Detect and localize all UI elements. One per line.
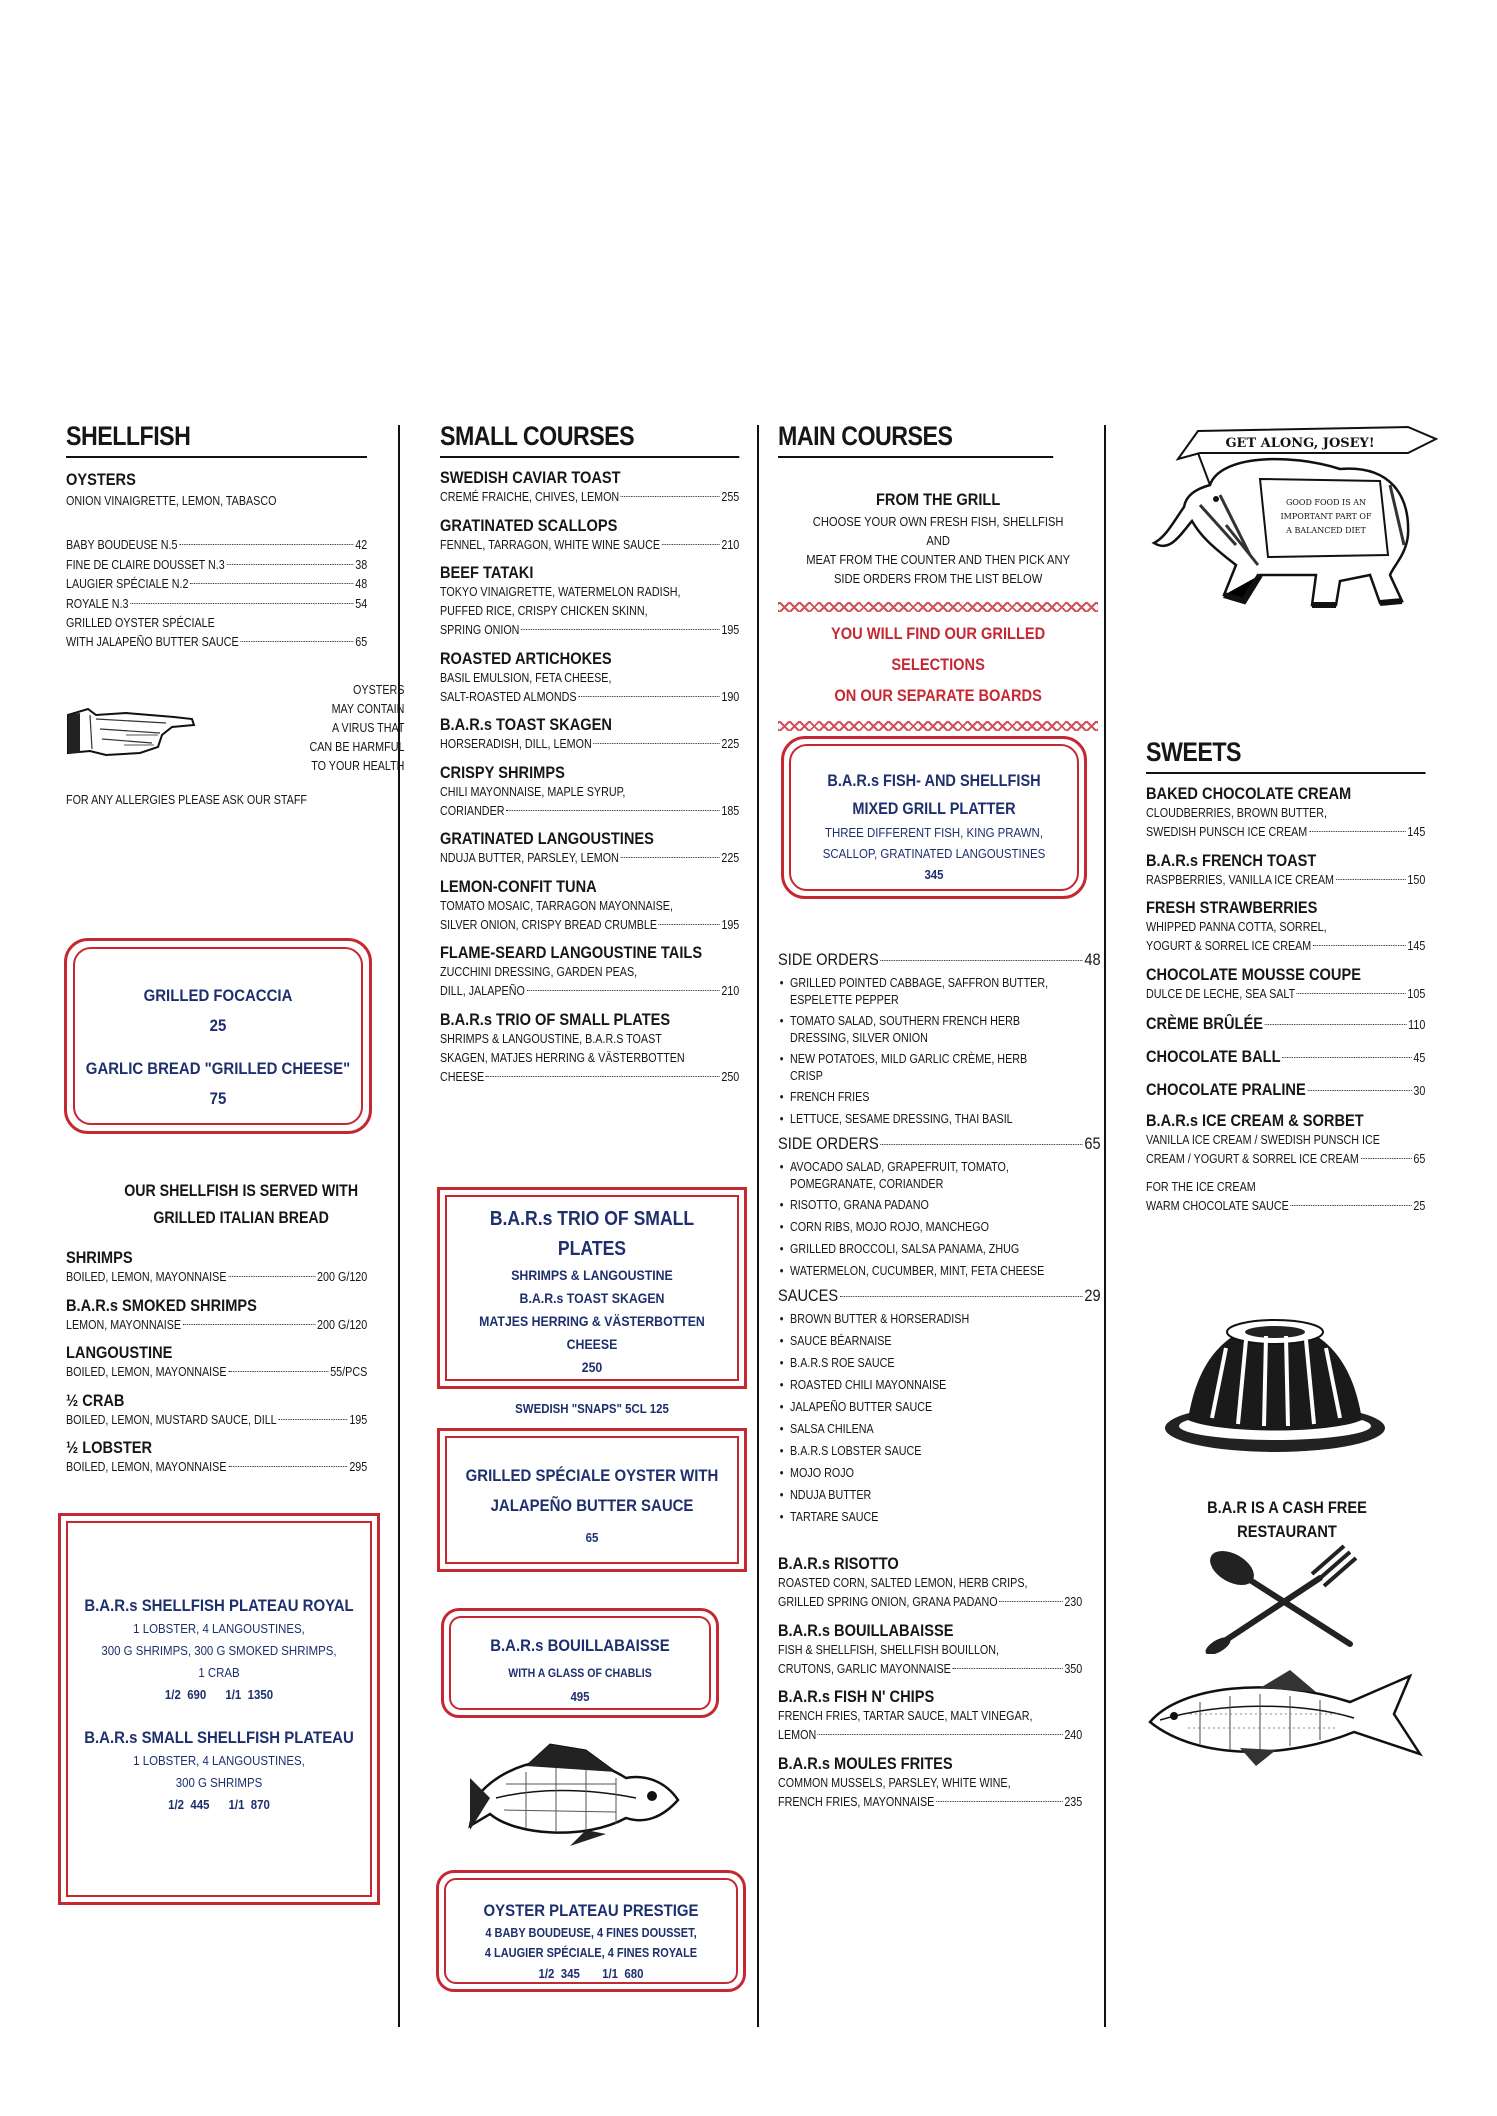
menu-item-desc: ZUCCHINI DRESSING, GARDEN PEAS, — [440, 965, 638, 979]
price-row: CRUTONS, GARLIC MAYONNAISE 350 — [778, 1661, 1083, 1676]
oysters-heading: OYSTERS — [66, 470, 136, 489]
ice-cream-addon: FOR THE ICE CREAM WARM CHOCOLATE SAUCE 25 — [1146, 1179, 1426, 1213]
sauces-row: SAUCES 29 — [778, 1286, 1101, 1305]
menu-item — [440, 943, 740, 1002]
pointing-hand-icon — [66, 695, 198, 765]
price-row: RASPBERRIES, VANILLA ICE CREAM 150 — [1146, 872, 1426, 887]
price-row: BABY BOUDEUSE N.5 42 — [66, 538, 368, 552]
bouillabaisse-price: 495 — [570, 1689, 590, 1704]
list-item: • SAUCE BÉARNAISE — [778, 1330, 1040, 1352]
list-item: • CORN RIBS, MOJO ROJO, MANCHEGO — [778, 1216, 1040, 1238]
shellfish-column — [66, 420, 404, 810]
prestige-box: OYSTER PLATEAU PRESTIGE 4 BABY BOUDEUSE, 4 FINES DOUSSET, 4 LAUGIER SPÉCIALE, 4 FINES ROYALE 1/2 345 1/1 680 — [436, 1870, 746, 1992]
list-item: • TOMATO SALAD, SOUTHERN FRENCH HERB — [778, 1010, 1040, 1032]
garlic-bread-label: GARLIC BREAD "GRILLED CHEESE" — [85, 1059, 351, 1078]
fish-engraving-icon — [466, 1738, 686, 1848]
menu-item-desc: PUFFED RICE, CRISPY CHICKEN SKINN, — [440, 604, 648, 618]
cash-free-note: B.A.R IS A CASH FREE RESTAURANT — [1207, 1498, 1367, 1541]
menu-item — [440, 649, 740, 708]
list-item: • GRILLED BROCCOLI, SALSA PANAMA, ZHUG — [778, 1238, 1040, 1260]
menu-item — [440, 1010, 740, 1088]
menu-item-desc: SKAGEN, MATJES HERRING & VÄSTERBOTTEN — [440, 1050, 685, 1065]
list-item: • MOJO ROJO — [778, 1462, 1040, 1484]
price-row: GRILLED SPRING ONION, GRANA PADANO 230 — [778, 1595, 1083, 1609]
list-item: • BROWN BUTTER & HORSERADISH — [778, 1308, 1040, 1330]
menu-item-name: GRATINATED LANGOUSTINES — [440, 829, 654, 848]
menu-item-desc: WHIPPED PANNA COTTA, SORREL, — [1146, 920, 1327, 934]
menu-item-name: CRISPY SHRIMPS — [440, 762, 565, 782]
small-courses-list — [440, 468, 740, 1087]
menu-item — [440, 763, 740, 822]
list-item: • NDUJA BUTTER — [778, 1484, 1040, 1506]
menu-item-name: B.A.R.s FISH N' CHIPS — [778, 1687, 935, 1706]
price-row: BOILED, LEMON, MUSTARD SAUCE, DILL 195 — [66, 1412, 368, 1427]
menu-item-name: BEEF TATAKI — [440, 563, 534, 582]
price-row: NDUJA BUTTER, PARSLEY, LEMON 225 — [440, 851, 740, 865]
price-row: SALT-ROASTED ALMONDS 190 — [440, 689, 740, 704]
list-item: • B.A.R.S ROE SAUCE — [778, 1352, 1040, 1374]
price-row: BOILED, LEMON, MAYONNAISE 200 G/120 — [66, 1270, 368, 1284]
menu-item-name: FLAME-SEARD LANGOUSTINE TAILS — [440, 943, 703, 962]
list-item: • SALSA CHILENA — [778, 1418, 1040, 1440]
column-divider — [757, 425, 759, 2027]
bread-box — [64, 938, 372, 1134]
plateau-royal-prices: 1/2 690 1/1 1350 — [164, 1687, 274, 1702]
plateau-royal-title: B.A.R.s SHELLFISH PLATEAU ROYAL — [84, 1596, 354, 1615]
list-item: ESPELETTE PEPPER — [790, 993, 899, 1007]
list-item: • RISOTTO, GRANA PADANO — [778, 1194, 1040, 1216]
price-row: CORIANDER 185 — [440, 803, 740, 818]
menu-item-desc: CHILI MAYONNAISE, MAPLE SYRUP, — [440, 784, 626, 799]
grilled-oyster-row — [66, 633, 367, 653]
menu-item — [1146, 898, 1426, 957]
jelly-mould-icon — [1160, 1308, 1390, 1458]
menu-item-desc: TOKYO VINAIGRETTE, WATERMELON RADISH, — [440, 585, 681, 599]
fork-spoon-icon — [1200, 1544, 1370, 1654]
list-item: DRESSING, SILVER ONION — [790, 1031, 928, 1045]
shellfish-items — [66, 1178, 368, 1486]
menu-item-desc: ROASTED CORN, SALTED LEMON, HERB CRIPS, — [778, 1576, 1028, 1590]
menu-item-name: GRATINATED SCALLOPS — [440, 515, 618, 535]
price-row: LEMON 240 — [778, 1728, 1083, 1742]
oyster-list — [66, 536, 368, 614]
list-item: • LETTUCE, SESAME DRESSING, THAI BASIL — [778, 1108, 1040, 1130]
menu-item-desc: SHRIMPS & LANGOUSTINE, B.A.R.S TOAST — [440, 1031, 662, 1046]
grilled-oyster-desc: WITH JALAPEÑO BUTTER SAUCE — [66, 635, 239, 649]
menu-item — [440, 829, 740, 869]
menu-item-name: B.A.R.s TOAST SKAGEN — [440, 715, 612, 734]
price-row: HORSERADISH, DILL, LEMON 225 — [440, 737, 740, 751]
price-row: FINE DE CLAIRE DOUSSET N.3 38 — [66, 557, 368, 572]
menu-item-desc: FRENCH FRIES, TARTAR SAUCE, MALT VINEGAR, — [778, 1709, 1033, 1723]
price-row: BOILED, LEMON, MAYONNAISE 55/PCS — [66, 1365, 368, 1379]
menu-item-name: B.A.R.s BOUILLABAISSE — [778, 1620, 954, 1640]
menu-item: ½ LOBSTER BOILED, LEMON, MAYONNAISE 295 — [66, 1438, 368, 1478]
price-row: LAUGIER SPÉCIALE N.2 48 — [66, 577, 368, 591]
trio-box-title: B.A.R.s TRIO OF SMALL PLATES — [489, 1208, 695, 1260]
grilled-oyster-name: GRILLED OYSTER SPÉCIALE — [66, 616, 215, 630]
allergy-note: FOR ANY ALLERGIES PLEASE ASK OUR STAFF — [66, 792, 307, 807]
price-row: BOILED, LEMON, MAYONNAISE 295 — [66, 1460, 368, 1474]
menu-item — [1146, 851, 1426, 891]
served-note: OUR SHELLFISH IS SERVED WITH GRILLED ITALIAN BREAD — [124, 1182, 359, 1227]
elephant-engraving-icon — [1140, 425, 1440, 625]
menu-item: SHRIMPS BOILED, LEMON, MAYONNAISE 200 G/120 — [66, 1248, 368, 1288]
menu-item-desc: COMMON MUSSELS, PARSLEY, WHITE WINE, — [778, 1775, 1011, 1790]
menu-item: CHOCOLATE PRALINE 30 — [1146, 1080, 1426, 1099]
menu-item-name: BAKED CHOCOLATE CREAM — [1146, 784, 1352, 803]
oyster-special-box: GRILLED SPÉCIALE OYSTER WITH JALAPEÑO BUTTER SAUCE 65 — [437, 1428, 747, 1572]
grill-platter-box: B.A.R.s FISH- AND SHELLFISH MIXED GRILL PLATTER THREE DIFFERENT FISH, KING PRAWN, SCALLOP, GRATINATED LANGOUSTINES 345 — [781, 736, 1087, 899]
oyster-warning — [66, 681, 404, 781]
grill-platter-price: 345 — [924, 867, 944, 882]
svg-text:IMPORTANT PART OF: IMPORTANT PART OF — [1280, 512, 1372, 521]
menu-item — [778, 1687, 1083, 1746]
menu-item-name: B.A.R.s RISOTTO — [778, 1554, 899, 1573]
boards-note: YOU WILL FIND OUR GRILLED SELECTIONS ON OUR SEPARATE BOARDS — [831, 624, 1046, 705]
plateau-small-title: B.A.R.s SMALL SHELLFISH PLATEAU — [84, 1728, 354, 1747]
warning-text: OYSTERS MAY CONTAIN A VIRUS THAT CAN BE HARMFUL TO YOUR HEALTH — [309, 682, 404, 773]
menu-item-name: ROASTED ARTICHOKES — [440, 648, 612, 668]
menu-item — [440, 516, 740, 556]
price-row: CREMÉ FRAICHE, CHIVES, LEMON 255 — [440, 490, 740, 504]
focaccia-price: 25 — [209, 1016, 227, 1035]
plateau-small-prices: 1/2 445 1/1 870 — [168, 1797, 270, 1812]
menu-item — [1146, 784, 1426, 843]
menu-item-name: LEMON-CONFIT TUNA — [440, 876, 597, 896]
menu-item-name: CHOCOLATE MOUSSE COUPE — [1146, 964, 1361, 984]
menu-item-name: SWEDISH CAVIAR TOAST — [440, 468, 621, 487]
menu-item: B.A.R.s SMOKED SHRIMPS LEMON, MAYONNAISE 200 G/120 — [66, 1296, 368, 1336]
grill-info: FROM THE GRILL CHOOSE YOUR OWN FRESH FISH, SHELLFISH AND MEAT FROM THE COUNTER AND THEN PICK ANY SIDE ORDERS FROM THE LIST BELOW — [806, 490, 1071, 586]
menu-item — [778, 1621, 1083, 1680]
small-courses-column — [440, 420, 740, 1095]
menu-item — [440, 715, 740, 755]
list-item: • GRILLED POINTED CABBAGE, SAFFRON BUTTER, — [778, 972, 1040, 994]
list-item: • AVOCADO SALAD, GRAPEFRUIT, TOMATO, — [778, 1156, 1040, 1178]
price-row: SWEDISH PUNSCH ICE CREAM 145 — [1146, 825, 1426, 839]
list-item: • NEW POTATOES, MILD GARLIC CRÈME, HERB — [778, 1048, 1040, 1070]
wave-divider — [778, 602, 1098, 612]
main-courses-title: MAIN COURSES — [778, 420, 1053, 458]
grilled-oyster-price: 65 — [355, 635, 368, 649]
menu-item: ½ CRAB BOILED, LEMON, MUSTARD SAUCE, DILL 195 — [66, 1391, 368, 1431]
column-divider — [1104, 425, 1106, 2027]
price-row: FRENCH FRIES, MAYONNAISE 235 — [778, 1794, 1083, 1809]
price-row: DILL, JALAPEÑO 210 — [440, 984, 740, 998]
menu-item-name: B.A.R.s MOULES FRITES — [778, 1753, 953, 1773]
snaps-note: SWEDISH "SNAPS" 5CL 125 — [515, 1401, 669, 1416]
side-orders-list — [778, 1156, 1083, 1282]
main-courses-list — [778, 1554, 1083, 1812]
salmon-engraving-icon — [1140, 1662, 1440, 1772]
price-row: DULCE DE LECHE, SEA SALT 105 — [1146, 986, 1426, 1001]
price-row: YOGURT & SORREL ICE CREAM 145 — [1146, 939, 1426, 953]
sweets-title: SWEETS — [1146, 736, 1425, 774]
menu-item-name: B.A.R.s TRIO OF SMALL PLATES — [440, 1009, 671, 1029]
banner-text: GET ALONG, JOSEY! — [1225, 436, 1375, 451]
bouillabaisse-box: B.A.R.s BOUILLABAISSE WITH A GLASS OF CHABLIS 495 — [441, 1608, 719, 1718]
plateau-box: B.A.R.s SHELLFISH PLATEAU ROYAL 1 LOBSTER, 4 LANGOUSTINES, 300 G SHRIMPS, 300 G SMOKED SHRIMPS, 1 CRAB 1/2 690 1/1 1350 B.A.R.s SMALL SHELLFISH PLATEAU 1 LOBSTER, 4 LANGOUSTINES, 300 G SHRIMPS 1/2 445 1/1 870 — [58, 1513, 380, 1905]
menu-item-desc: FISH & SHELLFISH, SHELLFISH BOUILLON, — [778, 1642, 1000, 1657]
oyster-special-price: 65 — [585, 1530, 599, 1545]
list-item: • JALAPEÑO BUTTER SAUCE — [778, 1396, 1040, 1418]
price-row: SILVER ONION, CRISPY BREAD CRUMBLE 195 — [440, 917, 740, 932]
wave-divider — [778, 721, 1098, 731]
menu-item-name: FRESH STRAWBERRIES — [1146, 898, 1318, 917]
price-row: ROYALE N.3 54 — [66, 596, 368, 611]
sweets-list — [1146, 784, 1426, 1004]
ice-cream-item: B.A.R.s ICE CREAM & SORBET VANILLA ICE CREAM / SWEDISH PUNSCH ICE CREAM / YOGURT & SORREL ICE CREAM 65 — [1146, 1111, 1426, 1166]
menu-item — [440, 877, 740, 936]
side-orders-48: SIDE ORDERS 48 — [778, 950, 1101, 969]
menu-item: LANGOUSTINE BOILED, LEMON, MAYONNAISE 55/PCS — [66, 1343, 368, 1383]
svg-text:GOOD FOOD IS AN: GOOD FOOD IS AN — [1285, 498, 1367, 507]
menu-item — [778, 1754, 1083, 1813]
list-item: POMEGRANATE, CORIANDER — [790, 1177, 944, 1191]
side-orders-list — [778, 972, 1083, 1130]
sides-and-mains — [778, 948, 1101, 1820]
trio-box: B.A.R.s TRIO OF SMALL PLATES SHRIMPS & LANGOUSTINE B.A.R.s TOAST SKAGEN MATJES HERRING & VÄSTERBOTTEN CHEESE 250 SWEDISH "SNAPS" 5CL 125 — [437, 1187, 747, 1389]
focaccia-label: GRILLED FOCACCIA — [143, 986, 293, 1005]
menu-item-name: B.A.R.s FRENCH TOAST — [1146, 850, 1317, 870]
main-courses-column — [778, 420, 1083, 731]
prestige-prices: 1/2 345 1/1 680 — [538, 1966, 644, 1981]
garlic-bread-price: 75 — [209, 1089, 227, 1108]
sauces-list — [778, 1308, 1083, 1528]
price-row: LEMON, MAYONNAISE 200 G/120 — [66, 1317, 368, 1332]
small-courses-title: SMALL COURSES — [440, 420, 739, 458]
menu-item: CHOCOLATE BALL 45 — [1146, 1047, 1426, 1066]
list-item: • ROASTED CHILI MAYONNAISE — [778, 1374, 1040, 1396]
price-row: SPRING ONION 195 — [440, 623, 740, 637]
shellfish-list — [66, 1248, 368, 1478]
list-item: • WATERMELON, CUCUMBER, MINT, FETA CHEESE — [778, 1260, 1040, 1282]
sweets-column — [1146, 736, 1426, 1224]
menu-item — [778, 1554, 1083, 1613]
list-item: • B.A.R.S LOBSTER SAUCE — [778, 1440, 1040, 1462]
list-item: CRISP — [790, 1069, 823, 1083]
list-item: • FRENCH FRIES — [778, 1086, 1040, 1108]
menu-item-desc: BASIL EMULSION, FETA CHEESE, — [440, 670, 612, 685]
sweets-simple-list — [1146, 1012, 1426, 1103]
menu-item: CRÈME BRÛLÉE 110 — [1146, 1014, 1426, 1033]
oysters-desc: ONION VINAIGRETTE, LEMON, TABASCO — [66, 494, 277, 508]
price-row: FENNEL, TARRAGON, WHITE WINE SAUCE 210 — [440, 537, 740, 552]
menu-item-desc: CLOUDBERRIES, BROWN BUTTER, — [1146, 806, 1327, 820]
menu-item-desc: TOMATO MOSAIC, TARRAGON MAYONNAISE, — [440, 898, 673, 913]
menu-item — [1146, 965, 1426, 1005]
price-row: CHEESE 250 — [440, 1069, 740, 1084]
side-orders-65: SIDE ORDERS 65 — [778, 1134, 1101, 1153]
menu-item — [440, 468, 740, 508]
svg-text:A BALANCED DIET: A BALANCED DIET — [1286, 526, 1366, 535]
list-item: • TARTARE SAUCE — [778, 1506, 1040, 1528]
trio-box-price: 250 — [581, 1359, 603, 1375]
menu-item — [440, 563, 740, 641]
shellfish-title: SHELLFISH — [66, 420, 367, 458]
